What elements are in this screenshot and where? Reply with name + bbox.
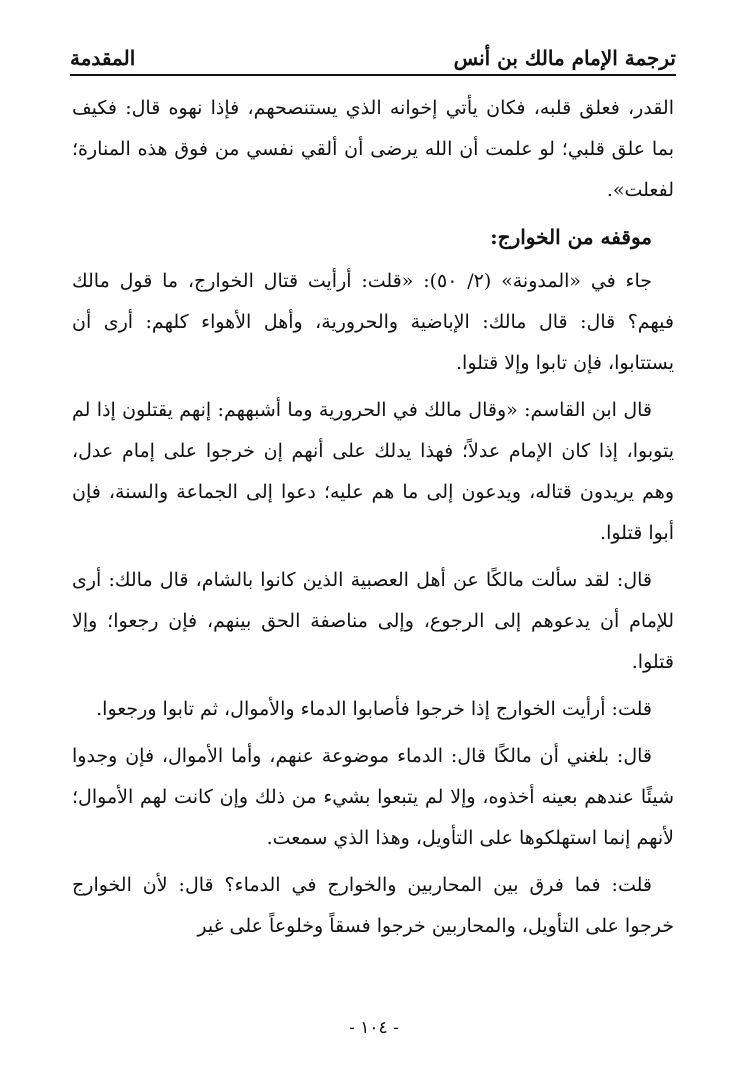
header-rule [70, 74, 676, 76]
paragraph: قال: لقد سألت مالكًا عن أهل العصبية الذين كانوا بالشام، قال مالك: أرى للإمام أن يدعوهم إلى الرجوع، وإلى مناصفة الحق بينهم، فإن رجعوا؛ وإلا قتلوا. [72, 569, 674, 673]
book-title: ترجمة الإمام مالك بن أنس [453, 46, 676, 70]
paragraph: قلت: فما فرق بين المحاربين والخوارج في الدماء؟ قال: لأن الخوارج خرجوا على التأويل، والمحاربين خرجوا فسقاً وخلوعاً على غير [72, 874, 674, 937]
section-heading: موقفه من الخوارج: [490, 225, 652, 249]
paragraph: جاء في «المدونة» (٢/ ٥٠): «قلت: أرأيت قتال الخوارج، ما قول مالك فيهم؟ قال: قال مالك: الإباضية والحرورية، وأهل الأهواء كلهم: أرى أن يستتابوا، فإن تابوا وإلا قتلوا. [72, 270, 674, 374]
section-title: المقدمة [70, 46, 136, 70]
running-header [70, 40, 676, 70]
paragraph: قلت: أرأيت الخوارج إذا خرجوا فأصابوا الدماء والأموال، ثم تابوا ورجعوا. [96, 698, 652, 720]
page-number: - ١٠٤ - [349, 1018, 399, 1038]
body-text [72, 88, 674, 953]
paragraph: قال: بلغني أن مالكًا قال: الدماء موضوعة عنهم، وأما الأموال، فإن وجدوا شيئًا عندهم بعينه أخذوه، وإلا لم يتبعوا بشيء من ذلك وإن كانت لهم الأموال؛ لأنهم إنما استهلكوها على التأويل، وهذا الذي سمعت. [72, 745, 674, 849]
paragraph: قال ابن القاسم: «وقال مالك في الحرورية وما أشبههم: إنهم يقتلون إذا لم يتوبوا، إذا كان الإمام عدلاً؛ فهذا يدلك على أنهم إن خرجوا على إمام عدل، وهم يريدون قتاله، ويدعون إلى ما هم عليه؛ دعوا إلى الجماعة والسنة، فإن أبوا قتلوا. [72, 399, 674, 544]
paragraph-continuation: القدر، فعلق قلبه، فكان يأتي إخوانه الذي يستنصحهم، فإذا نهوه قال: فكيف بما علق قلبي؛ لو علمت أن الله يرضى أن ألقي نفسي من فوق هذه المنارة؛ لفعلت». [72, 97, 674, 201]
